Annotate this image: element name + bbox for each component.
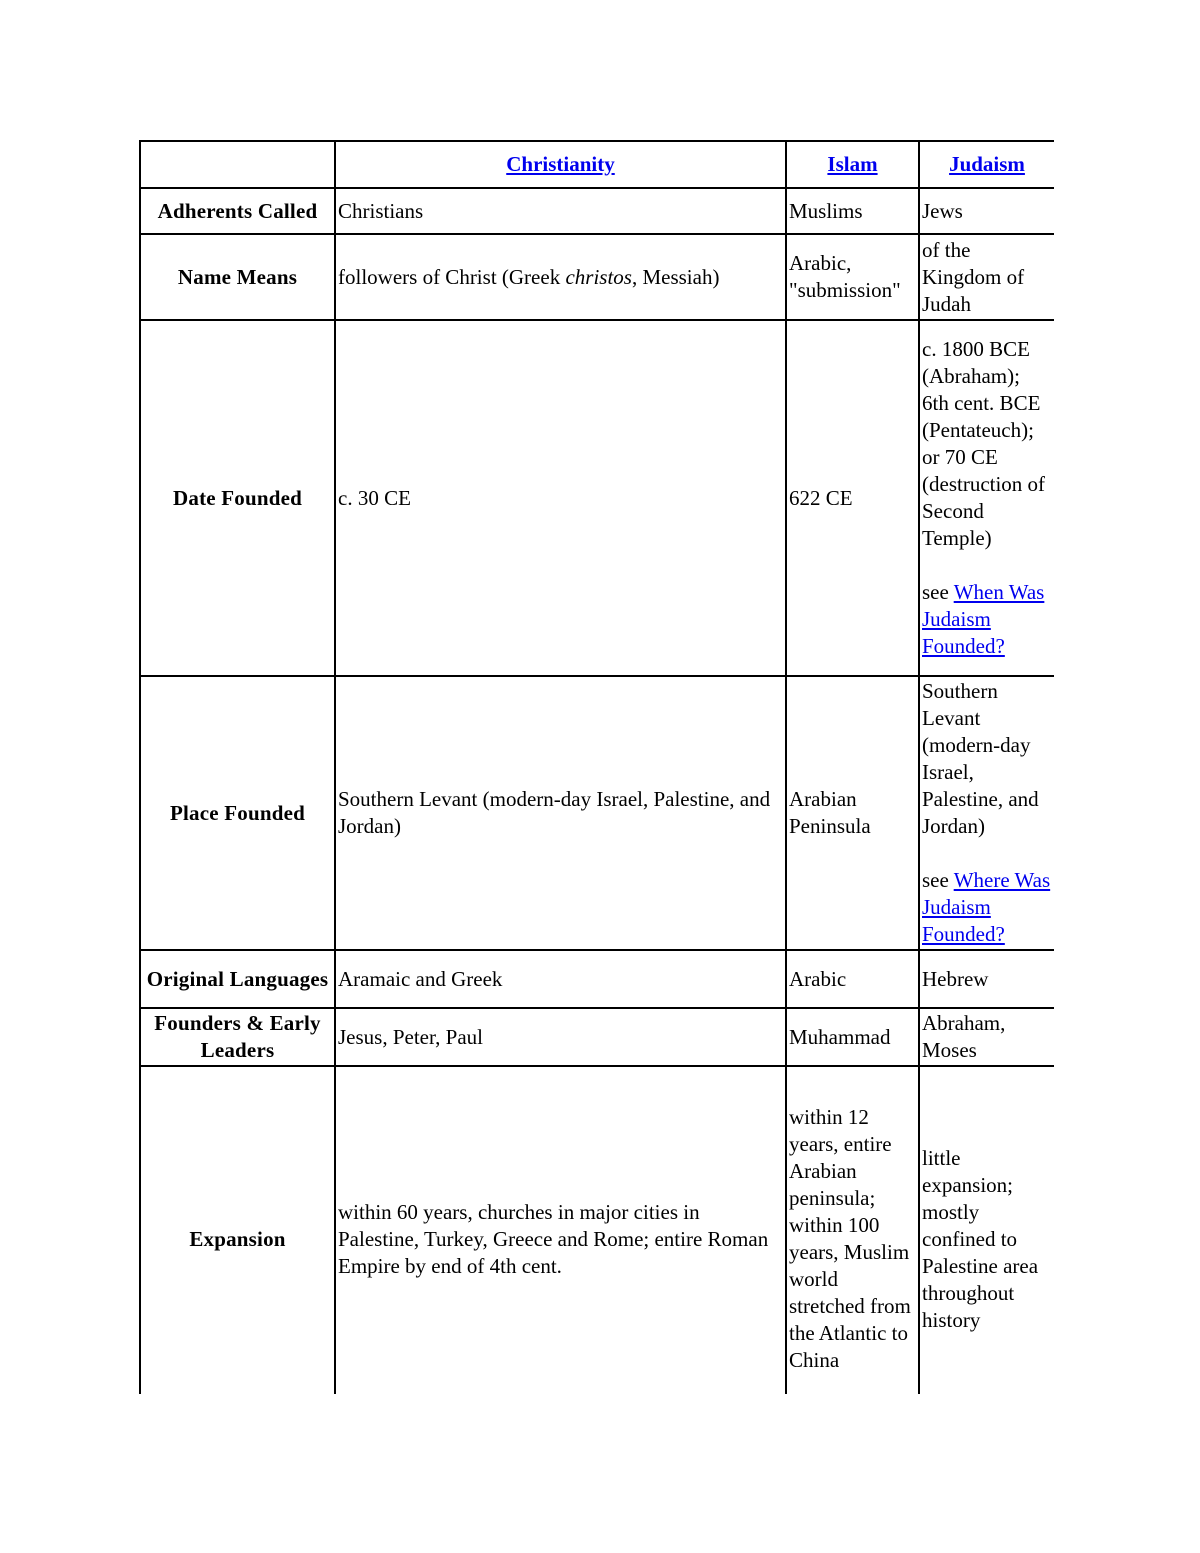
row-label: Date Founded (140, 320, 335, 676)
islam-cell: Muslims (786, 188, 919, 234)
row-label: Place Founded (140, 676, 335, 950)
islam-cell: Arabic, "submission" (786, 234, 919, 320)
islam-cell: Arabic (786, 950, 919, 1008)
when-was-judaism-founded-link[interactable]: When Was Judaism Founded? (922, 580, 1045, 658)
row-label: Founders & Early Leaders (140, 1008, 335, 1066)
islam-cell: within 12 years, entire Arabian peninsula; within 100 years, Muslim world stretched from the Atlantic to China (786, 1066, 919, 1394)
header-empty-cell (140, 141, 335, 188)
religion-comparison-table (139, 140, 1054, 1394)
judaism-cell: Hebrew (919, 950, 1054, 1008)
row-label: Original Languages (140, 950, 335, 1008)
christianity-cell: Jesus, Peter, Paul (335, 1008, 786, 1066)
judaism-cell (919, 320, 1054, 676)
table-row-expansion (140, 1066, 1054, 1394)
table-row-languages (140, 950, 1054, 1008)
table-row-place-founded (140, 676, 1054, 950)
header-islam (786, 141, 919, 188)
see-prefix: see (922, 868, 954, 892)
where-was-judaism-founded-link[interactable]: Where Was Judaism Founded? (922, 868, 1051, 946)
header-christianity (335, 141, 786, 188)
judaism-cell: Jews (919, 188, 1054, 234)
christianity-cell: Christians (335, 188, 786, 234)
christianity-cell: Southern Levant (modern-day Israel, Palestine, and Jordan) (335, 676, 786, 950)
christianity-cell: c. 30 CE (335, 320, 786, 676)
judaism-cell (919, 676, 1054, 950)
islam-cell: Arabian Peninsula (786, 676, 919, 950)
header-judaism (919, 141, 1054, 188)
islam-link[interactable]: Islam (827, 152, 878, 176)
judaism-cell: little expansion; mostly confined to Palestine area throughout history (919, 1066, 1054, 1394)
table-row-founders (140, 1008, 1054, 1066)
islam-cell: Muhammad (786, 1008, 919, 1066)
judaism-link[interactable]: Judaism (949, 152, 1025, 176)
christianity-cell (335, 234, 786, 320)
christianity-cell: Aramaic and Greek (335, 950, 786, 1008)
christianity-text-before: followers of Christ (Greek (338, 264, 566, 289)
judaism-date-text: c. 1800 BCE (Abraham); 6th cent. BCE (Pentateuch); or 70 CE (destruction of Second Temple) (922, 337, 1046, 550)
christianity-italic-term: christos (565, 264, 632, 289)
judaism-cell: Abraham, Moses (919, 1008, 1054, 1066)
judaism-cell: of the Kingdom of Judah (919, 234, 1054, 320)
judaism-place-text: Southern Levant (modern-day Israel, Palestine, and Jordan) (922, 679, 1039, 838)
table-row-name-means (140, 234, 1054, 320)
row-label: Expansion (140, 1066, 335, 1394)
islam-cell: 622 CE (786, 320, 919, 676)
table-row-adherents (140, 188, 1054, 234)
see-prefix: see (922, 580, 954, 604)
christianity-cell: within 60 years, churches in major cities in Palestine, Turkey, Greece and Rome; entire Roman Empire by end of 4th cent. (335, 1066, 786, 1394)
row-label: Adherents Called (140, 188, 335, 234)
row-label: Name Means (140, 234, 335, 320)
christianity-text-after: , Messiah) (631, 264, 720, 289)
comparison-table-container (139, 140, 1054, 1394)
header-row (140, 141, 1054, 188)
christianity-link[interactable]: Christianity (506, 152, 615, 176)
table-row-date-founded (140, 320, 1054, 676)
